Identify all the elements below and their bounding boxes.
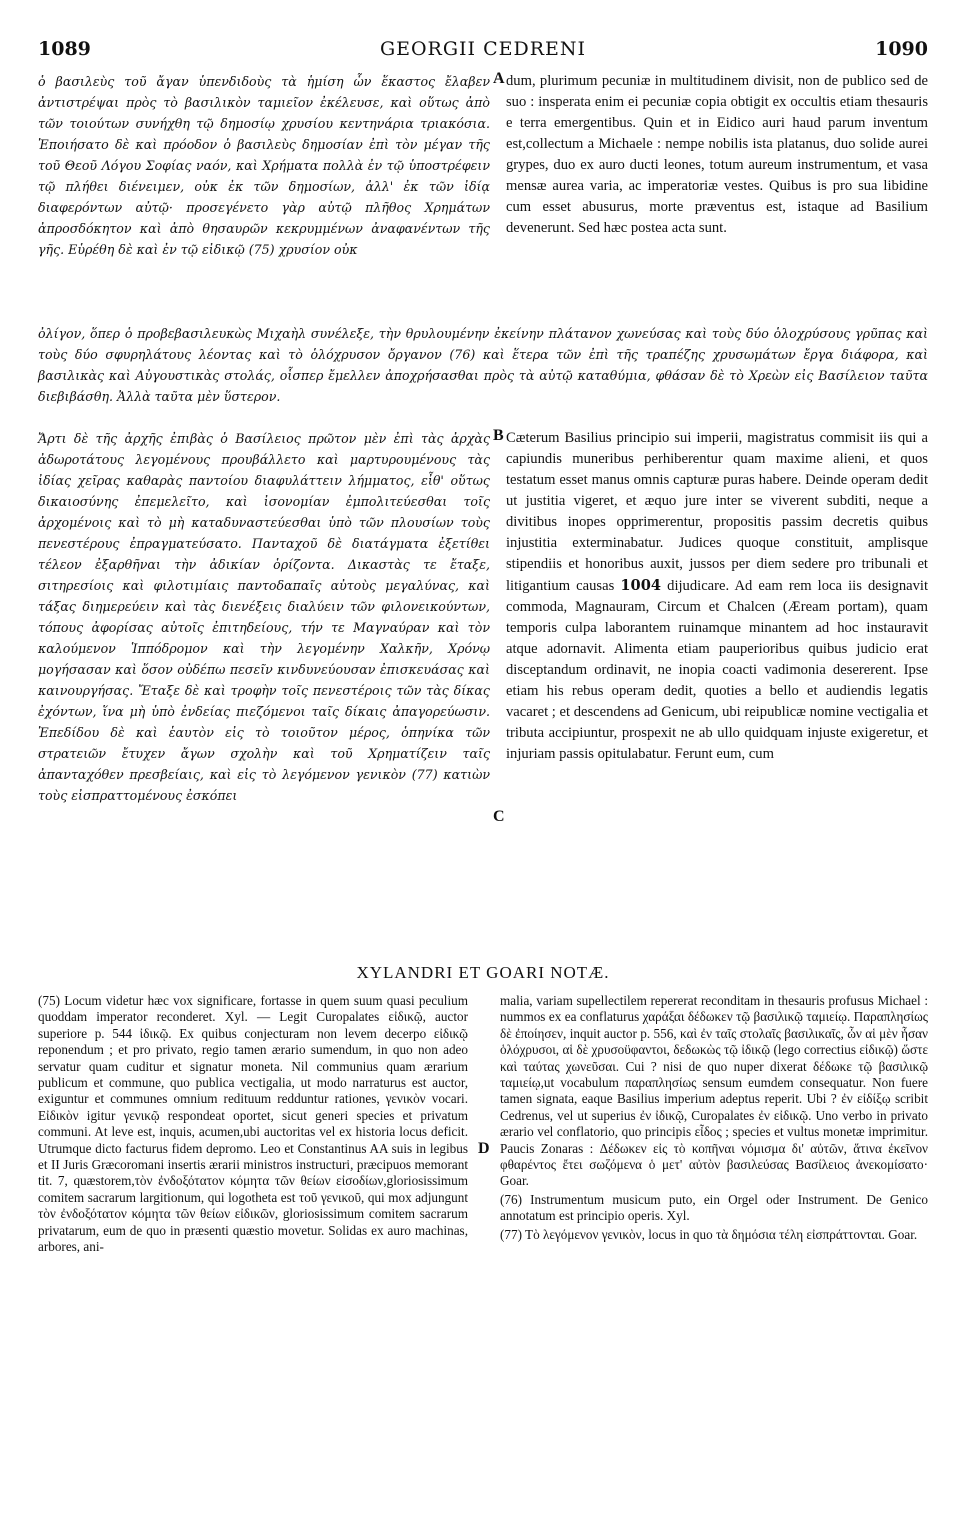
latin-text-column-a: [506, 71, 928, 239]
notes-column-right: [500, 993, 928, 1245]
greek-paragraph: ὀλίγον, ὅπερ ὁ προβεβασιλευκὼς Μιχαὴλ συνέλεξε, τὴν θρυλουμένην ἐκείνην πλάτανον χωνεύσας καὶ τοὺς δύο ὁλοχρύσους γρῦπας καὶ τοὺς δύο σφυρηλάτους λέοντας καὶ τὸ ὁλόχρυσον ὄργανον (76) καὶ ἕτερα τῶν ἐπὶ τῆς τραπέζης χρυσωμάτων ἔργα διάφορα, καὶ βασιλικὰς καὶ Αὐγουστικὰς στολάς, οἷσπερ ἔμελλεν ἀποχρήσασθαι πρὸς τὰ αὐτῷ καταθύμια, φθάσαν δὲ τὸ Χρεὼν εἰς Βασίλειον ταῦτα διεβιβάσθη. Ἀλλὰ ταῦτα μὲν ὕστερον.: [38, 326, 928, 404]
greek-text-column-a: [38, 71, 490, 260]
latin-text-column-b: [506, 428, 928, 765]
page-number-left: 1089: [38, 38, 91, 60]
latin-paragraph: dum, plurimum pecuniæ in multitudinem divisit, non de publico sed de suo : insperata enim ei pecuniæ copia obtigit ex occultis etiam thesauris e terra emergentibus. Quin et in Eidico auri haud parum inventum est,collectum a Michaele : nempe nobilis ista platanus, duo solide aurei grypes, duo ex auro ducti leones, totum aureum instrumentum, et vasa mensæ aurea varia, ac imperatoriæ vestes. Quibus is pro sua libidine cum esset abusurus, morte præventus est, istaque ad Basilium devenerunt. Sed hæc postea acta sunt.: [506, 73, 928, 236]
note-paragraph: (75) Locum videtur hæc vox significare, fortasse in quem suum quasi peculium quoddam imperator reconderet. Xyl. — Legit Curopalates εἰδικῷ, auctor superiore p. 544 ἰδικῷ. Ex quibus conjecturam non levem decerpo εἰδικῷ reponendum ; et pro privato, regio tamen ærario sumendum, in quo non adeo servatur quam cuditur et signatur moneta. Nil communius quam ærarium publicum et commune, quo publica vectigalia, ut modo narraturus est auctor, exiguntur et communes omnium redituum redduntur rationes, γενικὸν vocari. Εἰδικὸν igitur γενικῷ respondeat oportet, sicut generi species et privatum communi. At leve est, inquis, acumen,ubi auctoritas vel ex historia locus deficit. Utrumque dicto facturus fidem depromo. Leo et Constantinus AA suis in legibus et II Juris Græcoromani insertis ærarii ministros instructuri, præcipuos memorant tit. 7, quæstorem,τὸν ἐνδοξότατον κόμητα τῶν θείων εἰσοδίων,gloriosissimum comitem sacrarum largitionum, qui logotheta est τοῦ γενικοῦ, qui mox adjungunt τὸν ἐνδοξότατον κόμητα τῶν θείων εἰδικῶν, gloriosissimum comitem sacrarum privatarum, eum de quo in præsenti quæstio movetur. Solidas ex auro machinas, arbores, ani-: [38, 993, 468, 1255]
section-mark-d: D: [478, 1140, 490, 1157]
greek-paragraph: ὁ βασιλεὺς τοῦ ἄγαν ὑπενδιδοὺς τὰ ἡμίση ὧν ἕκαστος ἔλαβεν ἀντιστρέψαι πρὸς τὸ βασιλικὸν ταμιεῖον ἐκέλευσε, καὶ οὕτως ἀπὸ τῶν τοιούτων συνήχθη τῷ δημοσίῳ χρυσίου κεντηνάρια τριακόσια. Ἐποιήσατο δὲ καὶ πρόοδον ὁ βασιλεὺς δημοσίαν ἐπὶ τὸν μέγαν τῆς τοῦ Θεοῦ Λόγου Σοφίας ναόν, καὶ Χρήματα πολλὰ ἐν τῷ ὑποστρέφειν τῷ πλήθει διένειμεν, οὐκ ἐκ τῶν δημοσίων, ἀλλ' ἐκ τῶν ἰδίᾳ διαφερόντων αὐτῷ· προσεγένετο γὰρ αὐτῷ πλῆθος Χρημάτων ἀπροσδόκητον καὶ ἀπὸ θησαυρῶν κεκρυμμένων ἀναφανέντων τῆς γῆς. Εὑρέθη δὲ καὶ ἐν τῷ εἰδικῷ (75) χρυσίον οὐκ: [38, 74, 490, 257]
greek-paragraph: Ἄρτι δὲ τῆς ἀρχῆς ἐπιβὰς ὁ Βασίλειος πρῶτον μὲν ἐπὶ τὰς ἀρχὰς ἀδωροτάτους λεγομένους προυβάλλετο καὶ μαρτυρουμένους τὰς ἰδίας χεῖρας καθαρὰς παντοίου διαφυλάττειν λήμματος, εἶθ' οὕτως δικαιοσύνης ἐπεμελεῖτο, καὶ ἰσονομίαν ἐμπολιτεύεσθαι τοῖς ἀρχομένοις καὶ τὸ μὴ καταδυναστεύεσθαι ὑπὸ τῶν πλουσίων τοὺς πενεστέρους ἐπραγματεύσατο. Πανταχοῦ δὲ διατάγματα ἐξετίθει τέλεον ἐξαρθῆναι τὴν ἀδικίαν ὁρίζοντα. Δικαστὰς τε ἔταξε, σιτηρεσίοις καὶ φιλοτιμίαις παντοδαπαῖς αὐτοὺς μεγαλύνας, καὶ τάξας διημερεύειν καὶ τὰς διενέξεις διαλύειν τῶν φιλονεικούντων, τόπους ἀφορίσας αὐτοῖς ἐπιτηδείους, τήν τε Μαγναύραν καὶ τὸν καλούμενον Ἱππόδρομον καὶ τὴν λεγομένην Χαλκῆν, Χρόνῳ μογήσασαν καὶ ὅσον οὐδέπω πεσεῖν κινδυνεύουσαν ἐπισκευάσας καὶ καινουργήσας. Ἔταξε δὲ καὶ τροφὴν τοῖς πενεστέροις τῶν τὰς δίκας ἐχόντων, ἵνα μὴ ὑπὸ ἐνδείας πιεζόμενοι ταῖς δίκαις ἀπαγορεύωσιν. Ἐπεδίδου δὲ καὶ ἑαυτὸν εἰς τὸ τοιοῦτον μέρος, ὁπηνίκα τῶν στρατειῶν ἔτυχεν ἄγων σχολὴν καὶ τοῦ Χρηματίζειν ταῖς ἀπανταχόθεν πρεσβείαις, καὶ εἰς τὸ λεγόμενον γενικὸν (77) κατιὼν τοὺς εἰσπραττομένους ἐσκόπει: [38, 431, 490, 803]
latin-text: Cæterum Basilius principio sui imperii, magistratus commisit iis qui a capiundis muneribus perhiberentur quam maxime alieni, et quos testatum esset manus omnis capturæ puras habere. Deinde operam dedit ut justitia vigeret, et æquo jure inter se viverent subditi, neque a divitibus inopes opprimerentur, propositis passim decretis quibus injustitia exterminabatur. Judices quoque constituit, amplisque stipendiis et honoribus auxit, jussos per diem sedere pro tribunali et litigantium causas: [506, 430, 928, 594]
latin-paragraph: [506, 428, 928, 765]
greek-text-full-width: [38, 323, 928, 407]
page-header: [38, 38, 928, 64]
section-mark-b: B: [493, 427, 504, 444]
note-paragraph: malia, variam supellectilem repererat reconditam in thesauris profusus Michael : nummos ex ea conflaturus χαράξαι δέδωκεν τῷ βασιλικῷ ταμιείῳ. Παραπλησίως δὲ ἐποίησεν, inquit auctor p. 556, καὶ ἐν ταῖς στολαῖς βασιλικαῖς, ὧν αἱ μὲν ἦσαν ὁλόχρυσοι, αἱ δὲ χρυσοϋφαντοι, δεδωκὼς τῷ ἰδικῷ (lego correctius εἰδικῷ) ὥστε καὶ ταύτας χωνεῦσαι. Cui ? nisi de quo nuper dixerat δέδωκε τῷ βασιλικῷ ταμιείῳ,ut vocabulum παραπλησίως sensum eumdem consequatur. Non fuere tamen signata, eaque Basilius imperium adeptus reperit. Ubi ? ἐν εἰδίξῳ scribit Cedrenus, vel ut superius ἐν ἰδικῷ, Curopalates ἐν εἰδικῷ. Uno verbo in privato ærario vel conflatorio, quo principis εἶδος ; species et vultus monetæ imprimitur. Paucis Zonaras : Δέδωκεν εἰς τὸ κοπῆναι νόμισμα δι' αὐτῶν, ἅτινα ἐκεῖνον φθαρέντος ἔτει σωζόμενα ὁ μετ' αὐτὸν βασιλεύσας Βασίλειος ἀνεκομίσατο· Goar.: [500, 993, 928, 1189]
note-paragraph: (77) Τὸ λεγόμενον γενικὸν, locus in quo τὰ δημόσια τέλη εἰσπράττονται. Goar.: [500, 1226, 918, 1242]
page-number-right: 1090: [875, 38, 928, 60]
note-paragraph: (76) Instrumentum musicum puto, ein Orgel oder Instrument. De Genico annotatum est principio operis. Xyl.: [500, 1191, 928, 1224]
greek-text-column-b: [38, 428, 490, 806]
column-number: 1004: [620, 577, 662, 594]
notes-column-left: [38, 993, 468, 1258]
section-mark-a: A: [493, 70, 505, 87]
running-title: GEORGII CEDRENI: [379, 38, 587, 60]
section-mark-c: C: [493, 808, 505, 825]
notes-heading: XYLANDRI ET GOARI NOTÆ.: [356, 963, 610, 982]
latin-text: dijudicare. Ad eam rem loca iis designavit commoda, Magnauram, Circum et Chalcen (Æream portam), quam temporis culpa laborantem ruinamque minantem ad hoc instauravit atque adornavit. Alimenta etiam pauperioribus quibus judicio erat disceptandum ordinavit, ne inopia coacti vadimonia desererent. Ipse etiam his rebus operam dedit, quoties a bello et audiendis legatis vacaret ; et descendens ad Genicum, ubi reipublicæ nomine vectigalia et tributa accipiuntur, prospexit ne ab ullo quidquam injuste exigeretur, et injuriam passis opitulabatur. Ferunt eum, cum: [506, 578, 928, 762]
